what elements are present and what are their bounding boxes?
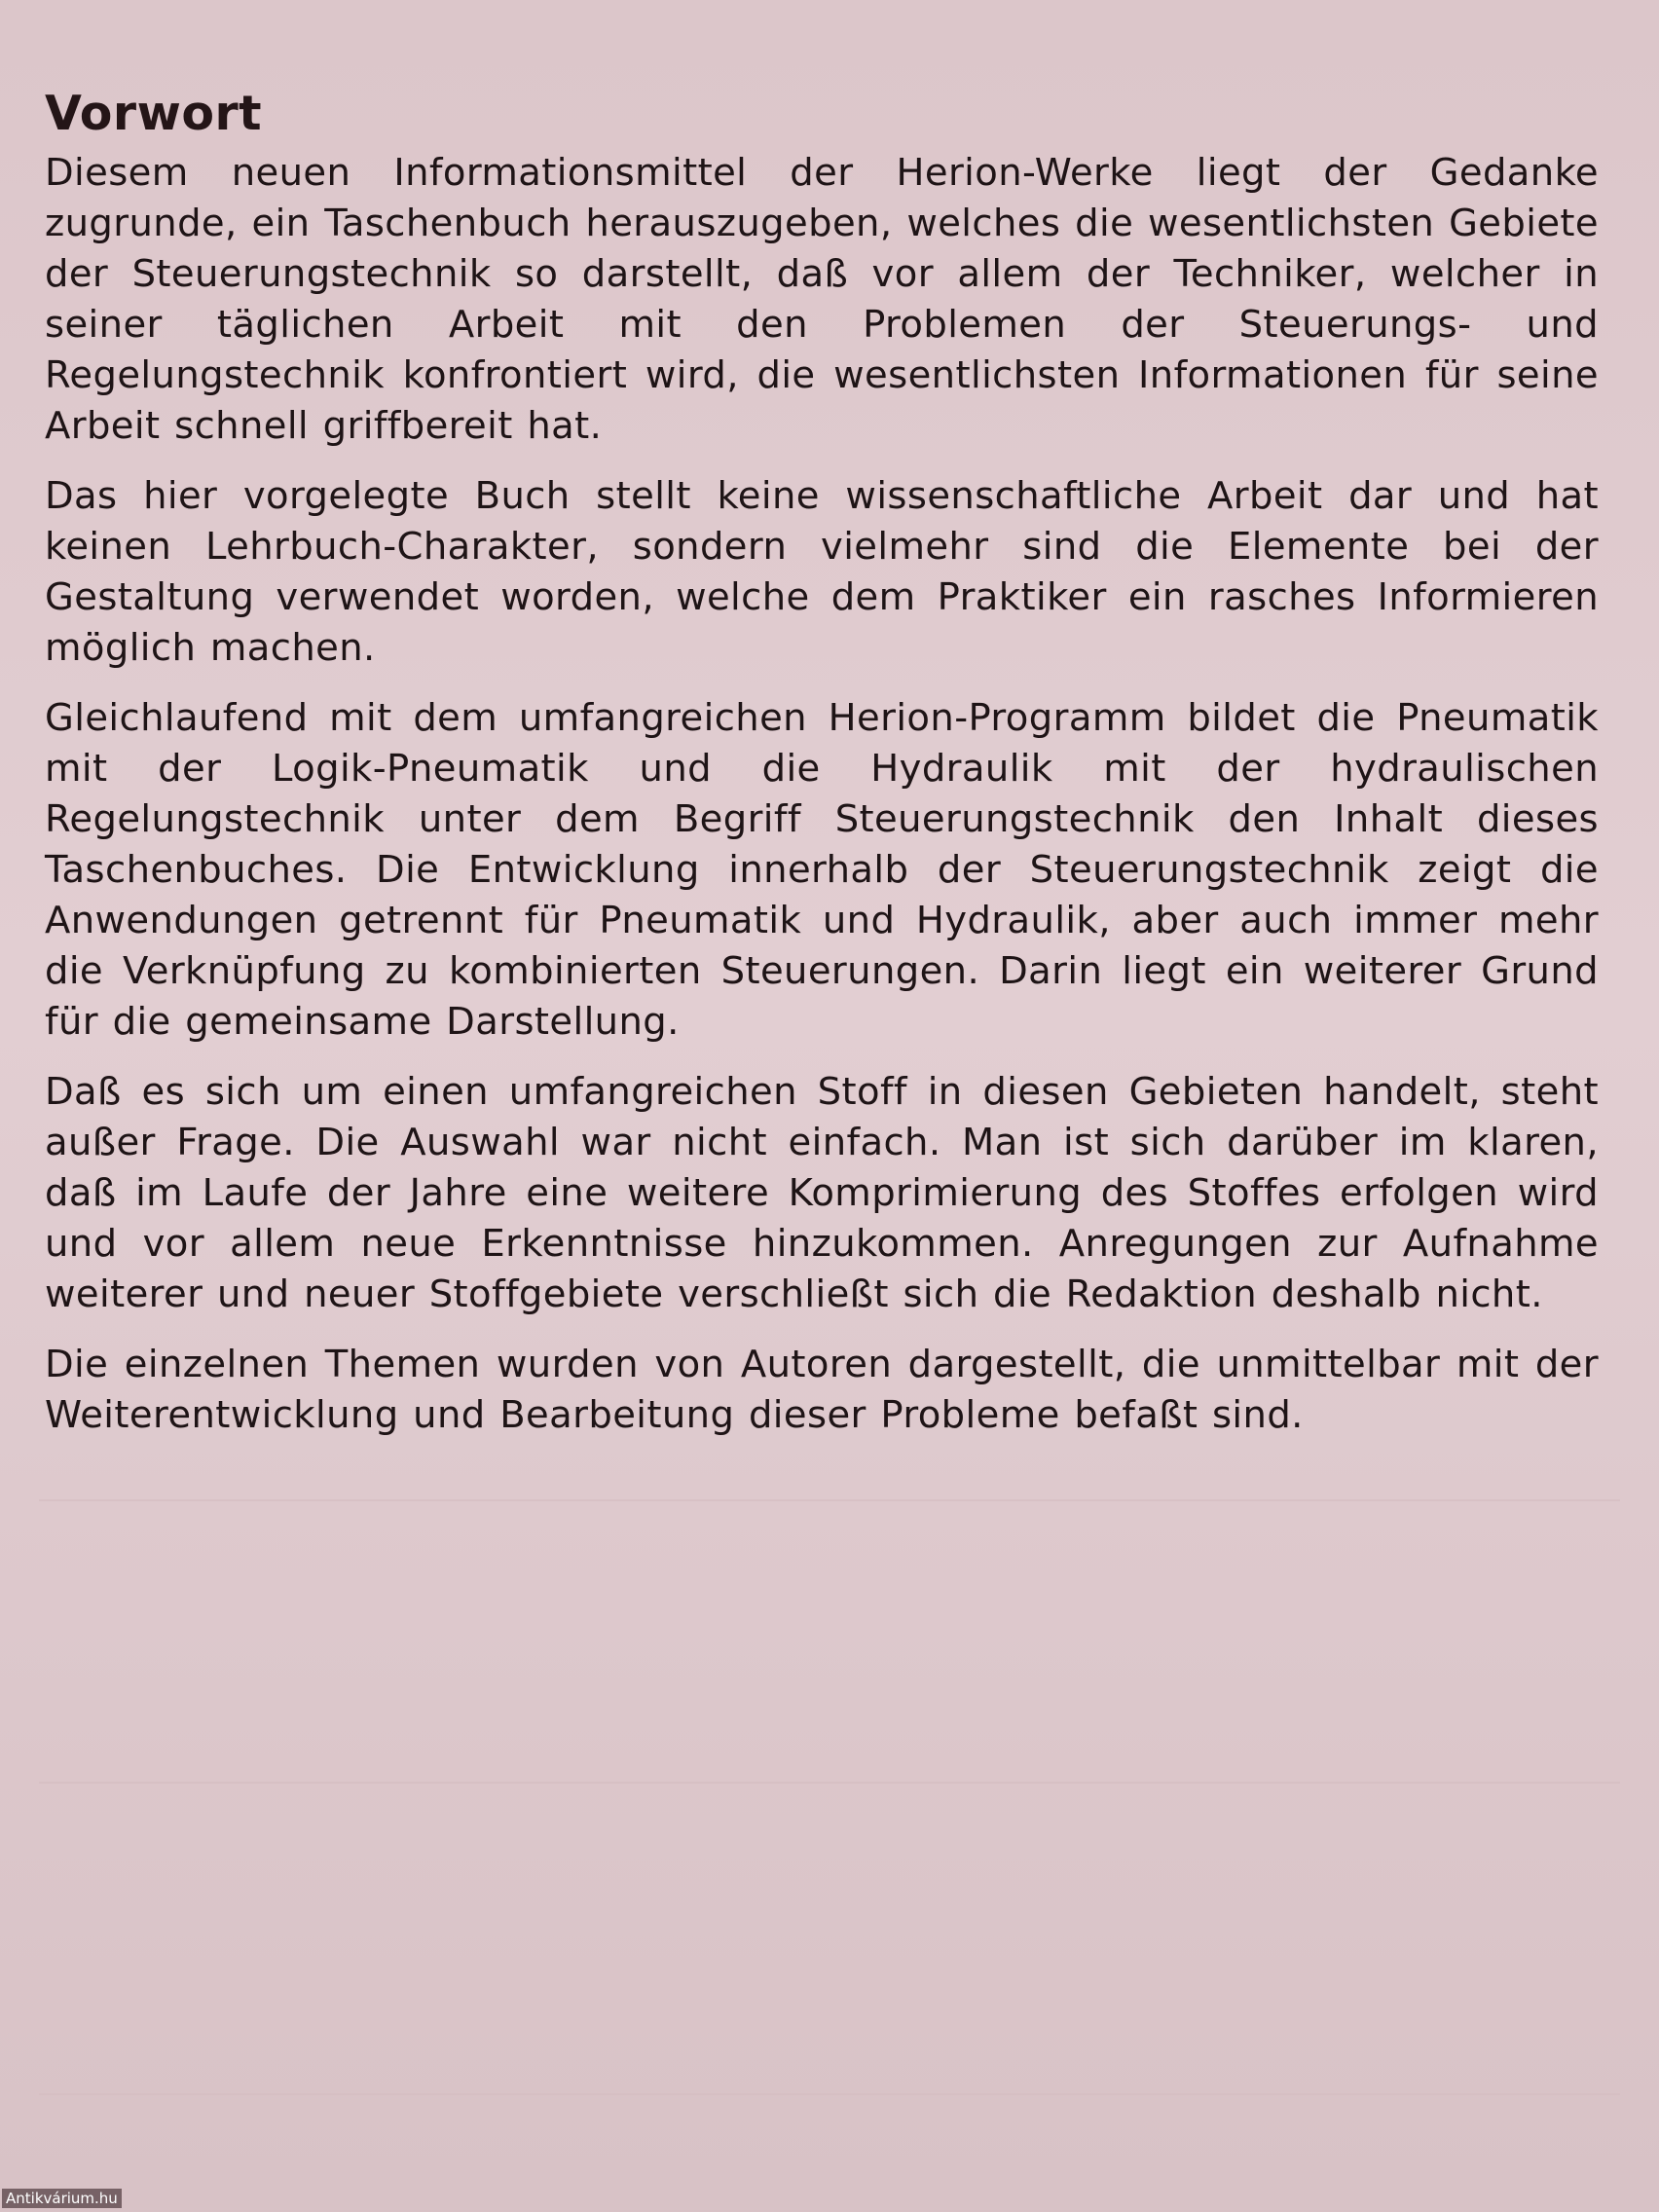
paragraph-4: Daß es sich um einen umfangreichen Stoff in diesen Gebieten handelt, steht außer Frage. Die Auswahl war nicht einfach. Man ist sich darüber im klaren, daß im Laufe der Jahre eine weitere Komprimierung des Stoffes erfolgen wird und vor allem neue Erkenntnisse hinzukommen. Anregungen zur Aufnahme weiterer und neuer Stoffgebiete verschließt sich die Redaktion deshalb nicht.	[45, 1070, 1599, 1316]
source-watermark: Antikvárium.hu	[2, 2189, 122, 2208]
paragraph-2: Das hier vorgelegte Buch stellt keine wissenschaftliche Arbeit dar und hat keinen Lehrbuch-Charakter, sondern vielmehr sind die Elemente bei der Gestaltung verwendet worden, welche dem Praktiker ein rasches Informieren möglich machen.	[45, 474, 1599, 670]
paragraph-3: Gleichlaufend mit dem umfangreichen Herion-Programm bildet die Pneumatik mit der Logik-Pneumatik und die Hydraulik mit der hydraulischen Regelungstechnik unter dem Begriff Steuerungstechnik den Inhalt dieses Taschenbuches. Die Entwicklung innerhalb der Steuerungstechnik zeigt die Anwendungen getrennt für Pneumatik und Hydraulik, aber auch immer mehr die Verknüpfung zu kombinierten Steuerungen. Darin liegt ein weiterer Grund für die gemeinsame Darstellung.	[45, 696, 1599, 1044]
page-title: Vorwort	[45, 86, 263, 141]
paragraph-1: Diesem neuen Informationsmittel der Herion-Werke liegt der Gedanke zugrunde, ein Taschenbuch herauszugeben, welches die wesentlichsten Gebiete der Steuerungstechnik so darstellt, daß vor allem der Techniker, welcher in seiner täglichen Arbeit mit den Problemen der Steuerungs- und Regelungstechnik konfrontiert wird, die wesentlichsten Informationen für seine Arbeit schnell griffbereit hat.	[45, 151, 1599, 448]
show-through-rule	[39, 1499, 1620, 1501]
show-through-rule	[39, 1782, 1620, 1784]
show-through-rule	[39, 2093, 1620, 2095]
paragraph-5: Die einzelnen Themen wurden von Autoren dargestellt, die unmittelbar mit der Weiterentwicklung und Bearbeitung dieser Probleme befaßt sind.	[45, 1343, 1599, 1437]
foreword-body	[45, 148, 1599, 1460]
